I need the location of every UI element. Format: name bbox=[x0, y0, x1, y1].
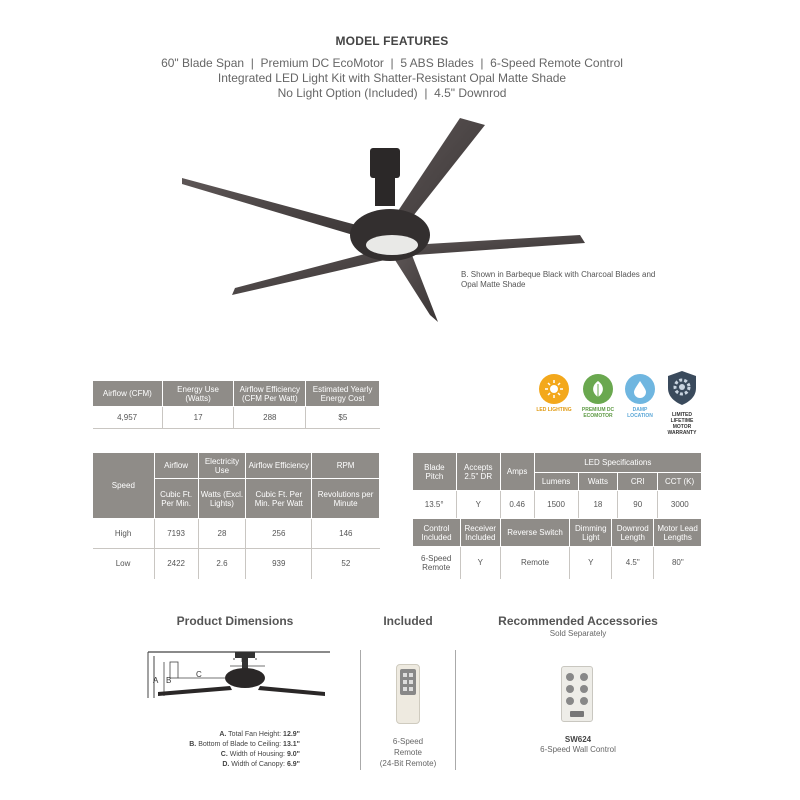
blade-cell: 18 bbox=[578, 491, 618, 519]
control-header: Receiver Included bbox=[460, 519, 500, 547]
speed-cell: 2422 bbox=[154, 549, 198, 579]
control-header: Dimming Light bbox=[570, 519, 612, 547]
speed-header: Speed bbox=[93, 453, 155, 519]
divider-left bbox=[360, 650, 361, 770]
energy-header: Airflow Efficiency (CFM Per Watt) bbox=[234, 381, 306, 407]
control-cell: 80" bbox=[671, 558, 684, 568]
badge-led-lighting bbox=[536, 374, 572, 413]
speed-cell: 52 bbox=[341, 559, 351, 569]
blade-led-table bbox=[412, 452, 702, 519]
wall-control-image bbox=[561, 666, 593, 722]
control-cell: 6-Speed Remote bbox=[413, 547, 461, 579]
speed-cell: 7193 bbox=[154, 519, 198, 549]
speed-cell: Low bbox=[93, 549, 155, 579]
speed-subheader: Revolutions per Minute bbox=[312, 479, 380, 519]
control-cell: Y bbox=[460, 547, 500, 579]
control-header: Motor Lead Lengths bbox=[654, 519, 702, 547]
dimension-d: D. Width of Canopy: 6.9" bbox=[222, 761, 300, 768]
energy-header: Energy Use (Watts) bbox=[162, 381, 234, 407]
image-caption-line-2: Opal Matte Shade bbox=[461, 280, 526, 289]
badge-label: LIMITED LIFETIME MOTOR WARRANTY bbox=[667, 412, 697, 436]
control-cell: Y bbox=[570, 547, 612, 579]
energy-table bbox=[92, 380, 380, 429]
speed-cell: 939 bbox=[246, 549, 312, 579]
remote-control-image bbox=[396, 664, 420, 724]
control-table bbox=[412, 518, 702, 579]
energy-cell: $5 bbox=[306, 407, 380, 429]
speed-header: RPM bbox=[312, 453, 380, 479]
speed-table bbox=[92, 452, 380, 579]
energy-cell: 4,957 bbox=[93, 407, 163, 429]
model-features-title: MODEL FEATURES bbox=[335, 34, 449, 48]
speed-header: Airflow Efficiency bbox=[246, 453, 312, 479]
shield-gear-icon bbox=[667, 370, 697, 411]
control-header: Control Included bbox=[413, 519, 461, 547]
speed-cell: 2.6 bbox=[198, 549, 246, 579]
led-header: CRI bbox=[618, 473, 658, 491]
control-header: Reverse Switch bbox=[500, 519, 570, 547]
energy-header: Airflow (CFM) bbox=[93, 381, 163, 407]
table-row bbox=[93, 519, 380, 549]
blade-header: Blade Pitch bbox=[413, 453, 457, 491]
accessory-model: SW624 bbox=[564, 735, 592, 744]
speed-subheader: Cubic Ft. Per Min. bbox=[154, 479, 198, 519]
table-row bbox=[93, 549, 380, 579]
dim-marker-d: D bbox=[241, 655, 247, 664]
blade-cell: 1500 bbox=[534, 491, 578, 519]
speed-cell: 28 bbox=[198, 519, 246, 549]
image-caption-line-1: B. Shown in Barbeque Black with Charcoal Blades and bbox=[461, 270, 656, 279]
blade-cell: Y bbox=[456, 491, 500, 519]
speed-header: Airflow bbox=[154, 453, 198, 479]
dimension-b: B. Bottom of Blade to Ceiling: 13.1" bbox=[189, 741, 300, 748]
blade-header: Accepts 2.5" DR bbox=[456, 453, 500, 491]
led-header: Lumens bbox=[534, 473, 578, 491]
dim-marker-a: A bbox=[153, 676, 159, 685]
blade-cell: 0.46 bbox=[500, 491, 534, 519]
dim-marker-b: B bbox=[166, 676, 172, 685]
control-cell: Remote bbox=[500, 547, 570, 579]
blade-header: Amps bbox=[500, 453, 534, 491]
energy-header: Estimated Yearly Energy Cost bbox=[306, 381, 380, 407]
dimension-c: C. Width of Housing: 9.0" bbox=[220, 751, 300, 758]
water-drop-icon bbox=[625, 374, 655, 404]
energy-cell: 288 bbox=[234, 407, 306, 429]
blade-cell: 90 bbox=[618, 491, 658, 519]
leaf-icon bbox=[583, 374, 613, 404]
features-line-1: 60" Blade Span | Premium DC EcoMotor | 5 ABS Blades | 6-Speed Remote Control bbox=[161, 56, 623, 70]
accessories-subtitle: Sold Separately bbox=[549, 629, 607, 638]
accessories-title: Recommended Accessories bbox=[498, 614, 658, 628]
speed-cell: High bbox=[93, 519, 155, 549]
badge-label: PREMIUM DC ECOMOTOR bbox=[581, 407, 615, 419]
led-header: CCT (K) bbox=[658, 473, 702, 491]
included-caption-1: 6-Speed bbox=[392, 737, 424, 746]
divider-right bbox=[455, 650, 456, 770]
blade-cell: 3000 bbox=[658, 491, 702, 519]
led-header: Watts bbox=[578, 473, 618, 491]
speed-cell: 146 bbox=[312, 519, 380, 549]
badge-limited-lifetime-motor-warranty bbox=[662, 370, 702, 436]
ceiling-fan-image bbox=[170, 110, 610, 330]
included-title: Included bbox=[383, 614, 433, 628]
control-cell: 4.5" bbox=[612, 547, 654, 579]
dim-marker-c: C bbox=[196, 670, 202, 679]
included-caption-3: (24-Bit Remote) bbox=[379, 759, 437, 768]
speed-subheader: Cubic Ft. Per Min. Per Watt bbox=[246, 479, 312, 519]
badge-damp-location bbox=[622, 374, 658, 419]
included-caption-2: Remote bbox=[393, 748, 422, 757]
control-header: Downrod Length bbox=[612, 519, 654, 547]
speed-cell: 256 bbox=[246, 519, 312, 549]
led-spec-header: LED Specifications bbox=[534, 453, 701, 473]
sun-icon bbox=[539, 374, 569, 404]
speed-subheader: Watts (Excl. Lights) bbox=[198, 479, 246, 519]
badge-label: LED LIGHTING bbox=[536, 407, 572, 413]
speed-header: Electricity Use bbox=[198, 453, 246, 479]
badge-premium-dc-ecomotor bbox=[578, 374, 618, 419]
features-line-2: Integrated LED Light Kit with Shatter-Resistant Opal Matte Shade bbox=[217, 71, 567, 85]
blade-cell: 13.5° bbox=[413, 491, 457, 519]
dimension-list bbox=[130, 730, 300, 770]
features-line-3: No Light Option (Included) | 4.5" Downrod bbox=[277, 86, 507, 100]
accessory-caption: 6-Speed Wall Control bbox=[540, 745, 616, 754]
product-dimensions-title: Product Dimensions bbox=[176, 614, 294, 628]
badge-label: DAMP LOCATION bbox=[627, 407, 653, 419]
dimension-a: A. Total Fan Height: 12.9" bbox=[219, 731, 300, 738]
energy-cell: 17 bbox=[162, 407, 234, 429]
